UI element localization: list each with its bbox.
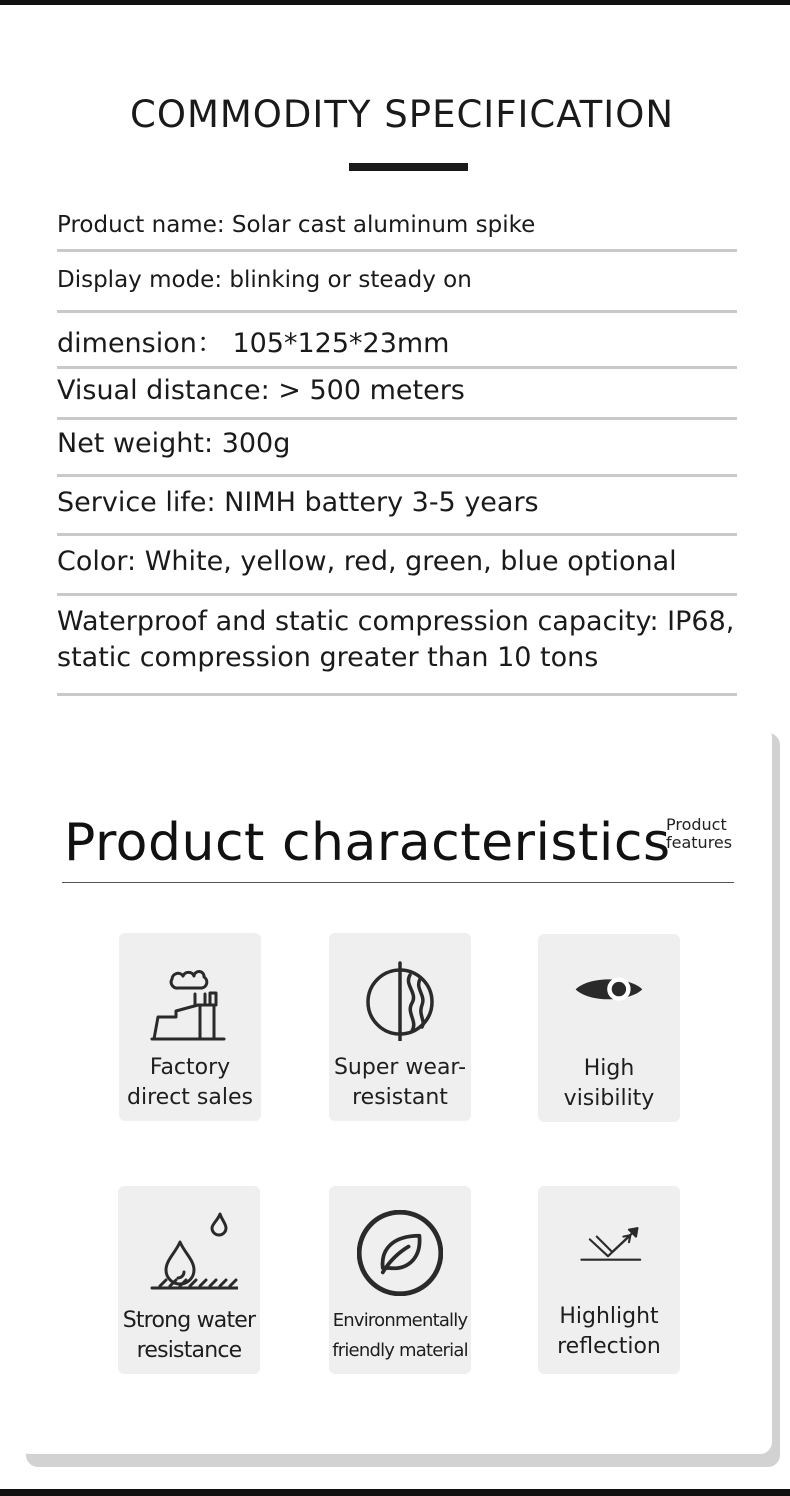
divider xyxy=(57,366,737,369)
wear-resistant-icon xyxy=(329,933,471,1055)
feature-label: Strong water resistance xyxy=(122,1308,256,1363)
bottom-border xyxy=(0,1489,790,1496)
top-border xyxy=(0,0,790,5)
divider xyxy=(57,310,737,313)
characteristics-divider xyxy=(62,882,734,883)
leaf-icon xyxy=(329,1186,471,1308)
feature-highlight-reflection xyxy=(538,1186,680,1374)
feature-super-wear-resistant xyxy=(329,933,471,1121)
spec-row-display-mode: Display mode: blinking or steady on xyxy=(57,267,472,293)
feature-label: Highlight reflection xyxy=(557,1304,661,1359)
divider xyxy=(57,417,737,420)
divider xyxy=(57,593,737,596)
divider xyxy=(57,533,737,536)
divider xyxy=(57,693,737,696)
spec-row-color: Color: White, yellow, red, green, blue optional xyxy=(57,546,677,577)
spec-row-net-weight: Net weight: 300g xyxy=(57,428,291,459)
spec-row-dimension: dimension： 105*125*23mm xyxy=(57,328,450,359)
characteristics-title: Product characteristics xyxy=(64,813,671,873)
feature-environmentally-friendly-material xyxy=(329,1186,471,1374)
title-underline xyxy=(349,163,468,171)
feature-label: Super wear- resistant xyxy=(333,1055,467,1110)
factory-icon xyxy=(119,933,261,1055)
feature-factory-direct-sales xyxy=(119,933,261,1121)
water-drop-icon xyxy=(118,1186,260,1308)
feature-label: Environmentally friendly material xyxy=(332,1310,468,1361)
spec-row-service-life: Service life: NIMH battery 3-5 years xyxy=(57,487,539,518)
spec-row-product-name: Product name: Solar cast aluminum spike xyxy=(57,212,536,238)
feature-strong-water-resistance xyxy=(118,1186,260,1374)
reflection-icon xyxy=(538,1186,680,1308)
spec-row-waterproof: Waterproof and static compression capacity: IP68, xyxy=(57,606,735,637)
feature-label: Factory direct sales xyxy=(127,1055,253,1110)
spec-title: COMMODITY SPECIFICATION xyxy=(130,93,674,136)
spec-row-compression: static compression greater than 10 tons xyxy=(57,642,599,673)
feature-label: High visibility xyxy=(563,1056,655,1111)
divider xyxy=(57,474,737,477)
spec-row-visual-distance: Visual distance: > 500 meters xyxy=(57,375,465,406)
feature-high-visibility xyxy=(538,934,680,1122)
divider xyxy=(57,249,737,252)
eye-icon xyxy=(538,934,680,1056)
characteristics-subtitle: Product features xyxy=(666,815,733,852)
